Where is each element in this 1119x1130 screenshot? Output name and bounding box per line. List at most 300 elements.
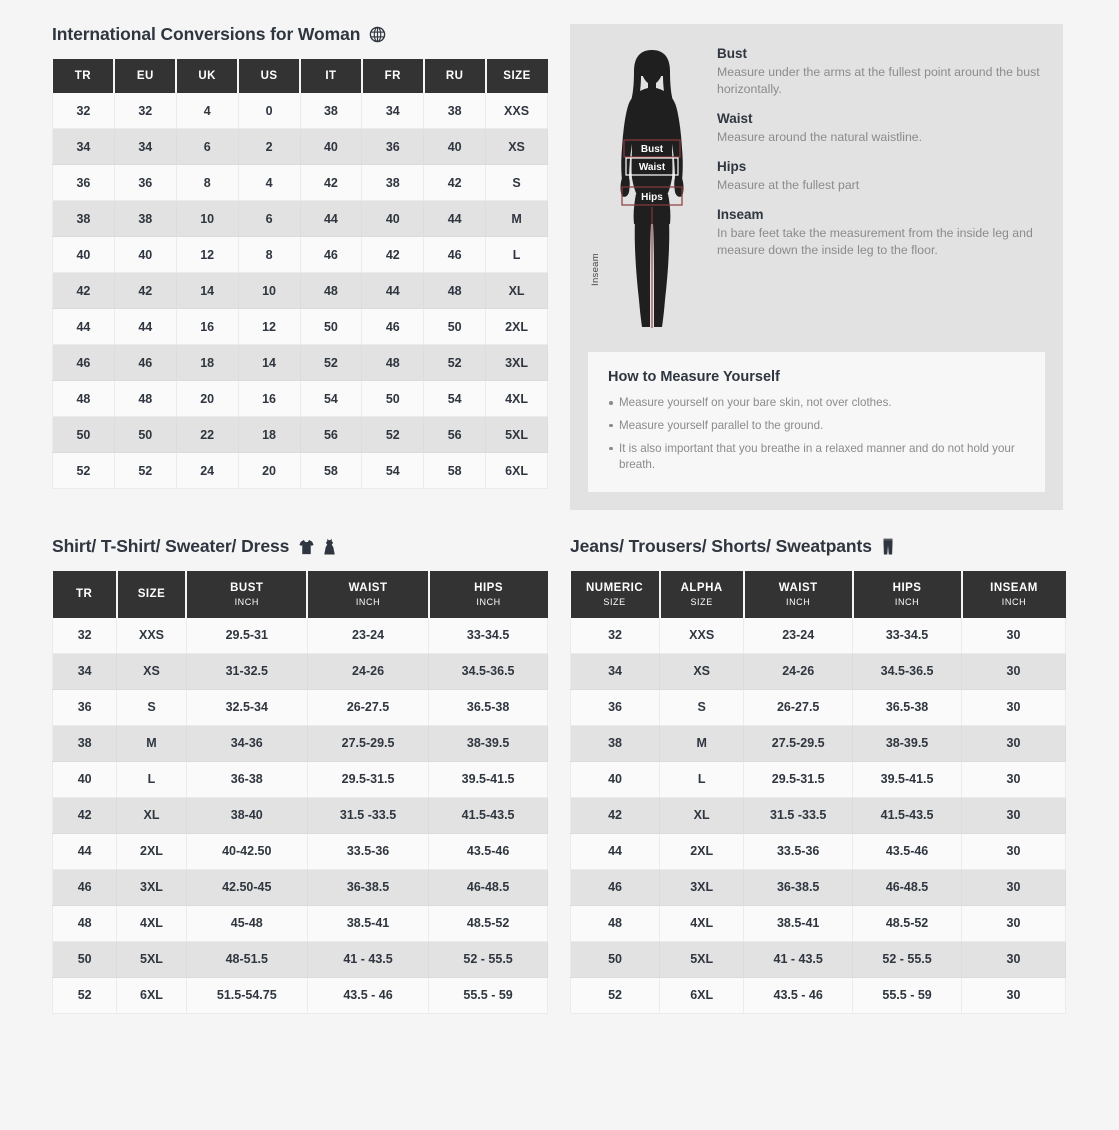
table-cell: L (117, 761, 186, 797)
table-cell: 45-48 (186, 905, 307, 941)
table-cell: L (660, 761, 744, 797)
table-cell: 52 (53, 453, 115, 489)
table-cell: 46 (300, 237, 362, 273)
table-cell: 42 (362, 237, 424, 273)
table-cell: L (486, 237, 548, 273)
table-cell: XL (486, 273, 548, 309)
table-cell: 24-26 (744, 653, 853, 689)
table-cell: 48 (571, 905, 660, 941)
column-header-label: WAIST (778, 582, 818, 595)
table-cell: 38 (362, 165, 424, 201)
table-row (571, 797, 1066, 833)
table-cell: 46 (53, 345, 115, 381)
table-cell: 56 (300, 417, 362, 453)
table-header-row (53, 571, 548, 618)
column-header (117, 571, 186, 618)
table-cell: 52 (362, 417, 424, 453)
table-cell: 33.5-36 (744, 833, 853, 869)
table-cell: 34 (114, 129, 176, 165)
table-cell: 20 (238, 453, 300, 489)
table-cell: 56 (424, 417, 486, 453)
table-cell: M (660, 725, 744, 761)
column-header-unit: INCH (785, 596, 811, 607)
table-cell: 38 (53, 725, 117, 761)
table-cell: 54 (300, 381, 362, 417)
table-cell: 16 (238, 381, 300, 417)
table-cell: 40 (114, 237, 176, 273)
table-cell: 6XL (660, 977, 744, 1013)
how-to-measure-title: How to Measure Yourself (608, 369, 780, 385)
table-cell: 46 (53, 869, 117, 905)
how-to-measure-item: Measure yourself on your bare skin, not over clothes. (608, 395, 1025, 412)
how-to-measure-item: It is also important that you breathe in a relaxed manner and do not hold your breath. (608, 441, 1025, 475)
column-header: UK (176, 59, 238, 93)
table-cell: 36 (53, 689, 117, 725)
table-cell: 34.5-36.5 (429, 653, 548, 689)
column-header (429, 571, 548, 618)
table-cell: 30 (962, 977, 1066, 1013)
table-cell: 50 (114, 417, 176, 453)
table-row (571, 689, 1066, 725)
female-silhouette-icon (606, 44, 698, 334)
svg-text:Waist: Waist (638, 162, 666, 173)
international-conversions-section (52, 24, 548, 489)
table-row (53, 869, 548, 905)
column-header (853, 571, 962, 618)
table-cell: 46 (362, 309, 424, 345)
column-header (962, 571, 1066, 618)
column-header: TR (53, 59, 115, 93)
table-row (53, 725, 548, 761)
table-cell: 4XL (117, 905, 186, 941)
column-header-label: SIZE (137, 588, 166, 601)
table-cell: 50 (300, 309, 362, 345)
table-cell: 14 (238, 345, 300, 381)
tops-size-title (52, 536, 548, 557)
column-header-label: INSEAM (990, 582, 1038, 595)
table-header-row (571, 571, 1066, 618)
bottom-row (52, 536, 1067, 1014)
table-cell: 10 (238, 273, 300, 309)
table-cell: 46 (571, 869, 660, 905)
table-cell: 38 (114, 201, 176, 237)
table-cell: 5XL (117, 941, 186, 977)
bottoms-size-title (570, 536, 1066, 557)
table-cell: XL (660, 797, 744, 833)
table-cell: 44 (362, 273, 424, 309)
table-cell: 50 (424, 309, 486, 345)
column-header-label: WAIST (348, 582, 388, 595)
measurement-description: Measure around the natural waistline. (717, 129, 923, 144)
table-cell: XS (660, 653, 744, 689)
table-cell: 50 (362, 381, 424, 417)
table-cell: 22 (176, 417, 238, 453)
table-cell: 12 (176, 237, 238, 273)
table-cell: 30 (962, 797, 1066, 833)
table-row (53, 453, 548, 489)
table-cell: 44 (53, 833, 117, 869)
table-cell: 41 - 43.5 (307, 941, 428, 977)
table-cell: 24 (176, 453, 238, 489)
info-panel-inner (570, 24, 1063, 510)
measurement-item-hips (717, 159, 1045, 194)
tshirt-icon (298, 538, 315, 556)
table-row (53, 797, 548, 833)
table-cell: 48 (362, 345, 424, 381)
tops-size-table (52, 571, 548, 1014)
table-cell: 33-34.5 (429, 618, 548, 654)
table-cell: 46-48.5 (853, 869, 962, 905)
svg-text:Bust: Bust (640, 144, 664, 155)
column-header (307, 571, 428, 618)
column-header-unit: INCH (355, 596, 381, 607)
table-cell: 43.5 - 46 (744, 977, 853, 1013)
table-cell: 30 (962, 618, 1066, 654)
table-cell: 30 (962, 761, 1066, 797)
table-cell: 26-27.5 (307, 689, 428, 725)
table-cell: 36 (53, 165, 115, 201)
tops-title-label: Shirt/ T-Shirt/ Sweater/ Dress (52, 536, 290, 557)
table-cell: 5XL (486, 417, 548, 453)
column-header-label: ALPHA (680, 582, 723, 595)
table-cell: XS (486, 129, 548, 165)
table-cell: 18 (176, 345, 238, 381)
table-row (571, 833, 1066, 869)
column-header-unit: SIZE (690, 596, 713, 607)
page-title: International Conversions for Woman (52, 24, 361, 44)
table-cell: 43.5-46 (853, 833, 962, 869)
table-cell: 36 (362, 129, 424, 165)
table-cell: 14 (176, 273, 238, 309)
measurement-item-bust (717, 46, 1045, 98)
table-cell: 30 (962, 689, 1066, 725)
table-cell: 33.5-36 (307, 833, 428, 869)
table-cell: 30 (962, 941, 1066, 977)
table-cell: 30 (962, 833, 1066, 869)
how-to-measure-card (588, 352, 1045, 492)
table-cell: 6 (176, 129, 238, 165)
table-row (571, 941, 1066, 977)
table-cell: 38-39.5 (853, 725, 962, 761)
bottoms-size-section (570, 536, 1066, 1014)
table-cell: 38 (300, 93, 362, 129)
measurement-description: Measure under the arms at the fullest point around the bust horizontally. (717, 65, 1040, 96)
table-cell: 39.5-41.5 (429, 761, 548, 797)
table-cell: 34 (53, 653, 117, 689)
table-row (571, 653, 1066, 689)
table-cell: 38 (424, 93, 486, 129)
table-cell: 43.5-46 (429, 833, 548, 869)
tops-size-section (52, 536, 548, 1014)
table-row (53, 905, 548, 941)
table-cell: 29.5-31.5 (307, 761, 428, 797)
table-cell: 16 (176, 309, 238, 345)
table-cell: 3XL (486, 345, 548, 381)
table-row (571, 869, 1066, 905)
table-cell: 38.5-41 (744, 905, 853, 941)
table-cell: 31.5 -33.5 (744, 797, 853, 833)
table-cell: 55.5 - 59 (853, 977, 962, 1013)
table-cell: 12 (238, 309, 300, 345)
measurement-item-inseam (717, 207, 1045, 259)
international-conversions-title (52, 24, 548, 45)
table-body (53, 618, 548, 1014)
column-header-unit: INCH (894, 596, 920, 607)
column-header-unit: INCH (476, 596, 501, 607)
table-row (53, 381, 548, 417)
bottoms-title-label: Jeans/ Trousers/ Shorts/ Sweatpants (570, 536, 872, 557)
measurement-term: Inseam (717, 206, 764, 222)
table-cell: S (660, 689, 744, 725)
table-cell: 52 - 55.5 (853, 941, 962, 977)
table-cell: 2XL (117, 833, 186, 869)
measurement-term: Hips (717, 158, 747, 174)
column-header-unit: INCH (234, 596, 259, 607)
table-cell: 32.5-34 (186, 689, 307, 725)
table-cell: 36 (571, 689, 660, 725)
table-cell: 48 (53, 381, 115, 417)
table-cell: 42.50-45 (186, 869, 307, 905)
table-cell: XXS (117, 618, 186, 654)
table-cell: 36-38.5 (744, 869, 853, 905)
table-cell: 44 (114, 309, 176, 345)
table-cell: 58 (300, 453, 362, 489)
measurement-info-panel (570, 24, 1063, 510)
table-cell: 33-34.5 (853, 618, 962, 654)
table-cell: 51.5-54.75 (186, 977, 307, 1013)
table-cell: 48 (53, 905, 117, 941)
table-row (53, 93, 548, 129)
measurement-item-waist (717, 111, 1045, 146)
table-cell: 2XL (486, 309, 548, 345)
column-header: FR (362, 59, 424, 93)
column-header (571, 571, 660, 618)
table-head (53, 571, 548, 618)
table-cell: 20 (176, 381, 238, 417)
table-cell: XS (117, 653, 186, 689)
trousers-icon (881, 538, 895, 556)
table-cell: 52 (424, 345, 486, 381)
table-cell: 27.5-29.5 (307, 725, 428, 761)
table-cell: 10 (176, 201, 238, 237)
table-cell: 48.5-52 (429, 905, 548, 941)
table-row (571, 618, 1066, 654)
table-cell: 44 (300, 201, 362, 237)
table-header-row (53, 59, 548, 93)
measurement-description: Measure at the fullest part (717, 177, 860, 192)
column-header-label: HIPS (474, 582, 503, 595)
table-cell: 42 (300, 165, 362, 201)
table-cell: 4 (238, 165, 300, 201)
table-cell: 41 - 43.5 (744, 941, 853, 977)
table-cell: 46-48.5 (429, 869, 548, 905)
table-cell: 39.5-41.5 (853, 761, 962, 797)
measurement-definitions (717, 44, 1045, 259)
top-row (52, 24, 1067, 510)
table-row (53, 689, 548, 725)
column-header-label: BUST (230, 582, 264, 595)
table-cell: 42 (114, 273, 176, 309)
table-cell: 29.5-31.5 (744, 761, 853, 797)
table-cell: 23-24 (744, 618, 853, 654)
column-header (744, 571, 853, 618)
table-cell: 4XL (660, 905, 744, 941)
table-cell: 32 (571, 618, 660, 654)
table-cell: 36-38 (186, 761, 307, 797)
column-header: SIZE (486, 59, 548, 93)
table-body (571, 618, 1066, 1014)
column-header-label: HIPS (892, 582, 922, 595)
table-cell: 42 (571, 797, 660, 833)
table-cell: 48 (300, 273, 362, 309)
table-cell: 4 (176, 93, 238, 129)
table-cell: 44 (424, 201, 486, 237)
table-row (53, 129, 548, 165)
table-cell: 36.5-38 (429, 689, 548, 725)
table-cell: 40 (300, 129, 362, 165)
table-cell: 30 (962, 725, 1066, 761)
globe-icon (369, 26, 386, 43)
table-row (53, 201, 548, 237)
table-row (53, 977, 548, 1013)
how-to-measure-list (608, 395, 1025, 474)
table-cell: 48.5-52 (853, 905, 962, 941)
table-cell: XXS (660, 618, 744, 654)
table-cell: 2XL (660, 833, 744, 869)
table-cell: 38 (53, 201, 115, 237)
table-cell: 52 (571, 977, 660, 1013)
inseam-axis-label: Inseam (590, 253, 601, 286)
column-header: IT (300, 59, 362, 93)
table-row (53, 833, 548, 869)
column-header-label: NUMERIC (585, 582, 644, 595)
table-cell: 54 (362, 453, 424, 489)
table-cell: 42 (53, 273, 115, 309)
table-cell: 30 (962, 905, 1066, 941)
table-cell: 38-40 (186, 797, 307, 833)
table-cell: 40 (424, 129, 486, 165)
table-cell: 50 (53, 941, 117, 977)
international-conversions-table (52, 59, 548, 489)
table-cell: 24-26 (307, 653, 428, 689)
table-row (53, 273, 548, 309)
column-header-unit: INCH (1001, 596, 1027, 607)
table-cell: 46 (424, 237, 486, 273)
table-cell: 3XL (660, 869, 744, 905)
table-cell: 36 (114, 165, 176, 201)
bottoms-size-table (570, 571, 1066, 1014)
table-row (53, 345, 548, 381)
table-cell: 41.5-43.5 (853, 797, 962, 833)
column-header-label: TR (76, 588, 93, 601)
table-cell: 52 - 55.5 (429, 941, 548, 977)
table-cell: 42 (53, 797, 117, 833)
table-cell: 18 (238, 417, 300, 453)
table-cell: 32 (53, 618, 117, 654)
table-row (53, 941, 548, 977)
column-header (53, 571, 117, 618)
how-to-measure-item: Measure yourself parallel to the ground. (608, 418, 1025, 435)
table-row (571, 725, 1066, 761)
column-header: EU (114, 59, 176, 93)
table-row (53, 417, 548, 453)
table-cell: 43.5 - 46 (307, 977, 428, 1013)
table-cell: 44 (53, 309, 115, 345)
svg-text:Hips: Hips (641, 192, 663, 203)
table-head (571, 571, 1066, 618)
table-row (53, 618, 548, 654)
table-cell: 38 (571, 725, 660, 761)
table-cell: 34.5-36.5 (853, 653, 962, 689)
column-header-unit: SIZE (603, 596, 626, 607)
table-cell: 23-24 (307, 618, 428, 654)
table-row (571, 905, 1066, 941)
column-header: US (238, 59, 300, 93)
table-cell: 5XL (660, 941, 744, 977)
table-cell: XXS (486, 93, 548, 129)
column-header: RU (424, 59, 486, 93)
table-head (53, 59, 548, 93)
table-row (53, 761, 548, 797)
table-cell: 50 (571, 941, 660, 977)
table-cell: 54 (424, 381, 486, 417)
table-cell: 31.5 -33.5 (307, 797, 428, 833)
table-cell: 50 (53, 417, 115, 453)
table-cell: S (117, 689, 186, 725)
table-cell: 0 (238, 93, 300, 129)
table-cell: 34 (362, 93, 424, 129)
table-cell: 52 (53, 977, 117, 1013)
table-cell: 32 (114, 93, 176, 129)
table-cell: 46 (114, 345, 176, 381)
table-row (571, 977, 1066, 1013)
table-body (53, 93, 548, 489)
table-cell: 27.5-29.5 (744, 725, 853, 761)
table-cell: 40 (571, 761, 660, 797)
table-cell: 8 (176, 165, 238, 201)
table-cell: 40 (362, 201, 424, 237)
table-row (571, 761, 1066, 797)
measurement-term: Waist (717, 110, 753, 126)
table-cell: 36.5-38 (853, 689, 962, 725)
table-cell: 30 (962, 653, 1066, 689)
table-cell: 48 (114, 381, 176, 417)
table-cell: 26-27.5 (744, 689, 853, 725)
table-cell: 3XL (117, 869, 186, 905)
table-cell: 41.5-43.5 (429, 797, 548, 833)
table-cell: 30 (962, 869, 1066, 905)
table-cell: 55.5 - 59 (429, 977, 548, 1013)
table-cell: S (486, 165, 548, 201)
table-cell: 34-36 (186, 725, 307, 761)
body-figure (588, 44, 703, 334)
table-cell: 42 (424, 165, 486, 201)
table-cell: 31-32.5 (186, 653, 307, 689)
table-cell: 44 (571, 833, 660, 869)
dress-icon (323, 538, 336, 556)
table-row (53, 309, 548, 345)
table-cell: 34 (53, 129, 115, 165)
table-cell: 2 (238, 129, 300, 165)
table-cell: 52 (114, 453, 176, 489)
table-cell: 52 (300, 345, 362, 381)
table-cell: 40 (53, 761, 117, 797)
table-cell: 48 (424, 273, 486, 309)
measurement-description: In bare feet take the measurement from the inside leg and measure down the inside leg to the floor. (717, 225, 1033, 257)
table-cell: 36-38.5 (307, 869, 428, 905)
table-row (53, 237, 548, 273)
table-cell: 6 (238, 201, 300, 237)
